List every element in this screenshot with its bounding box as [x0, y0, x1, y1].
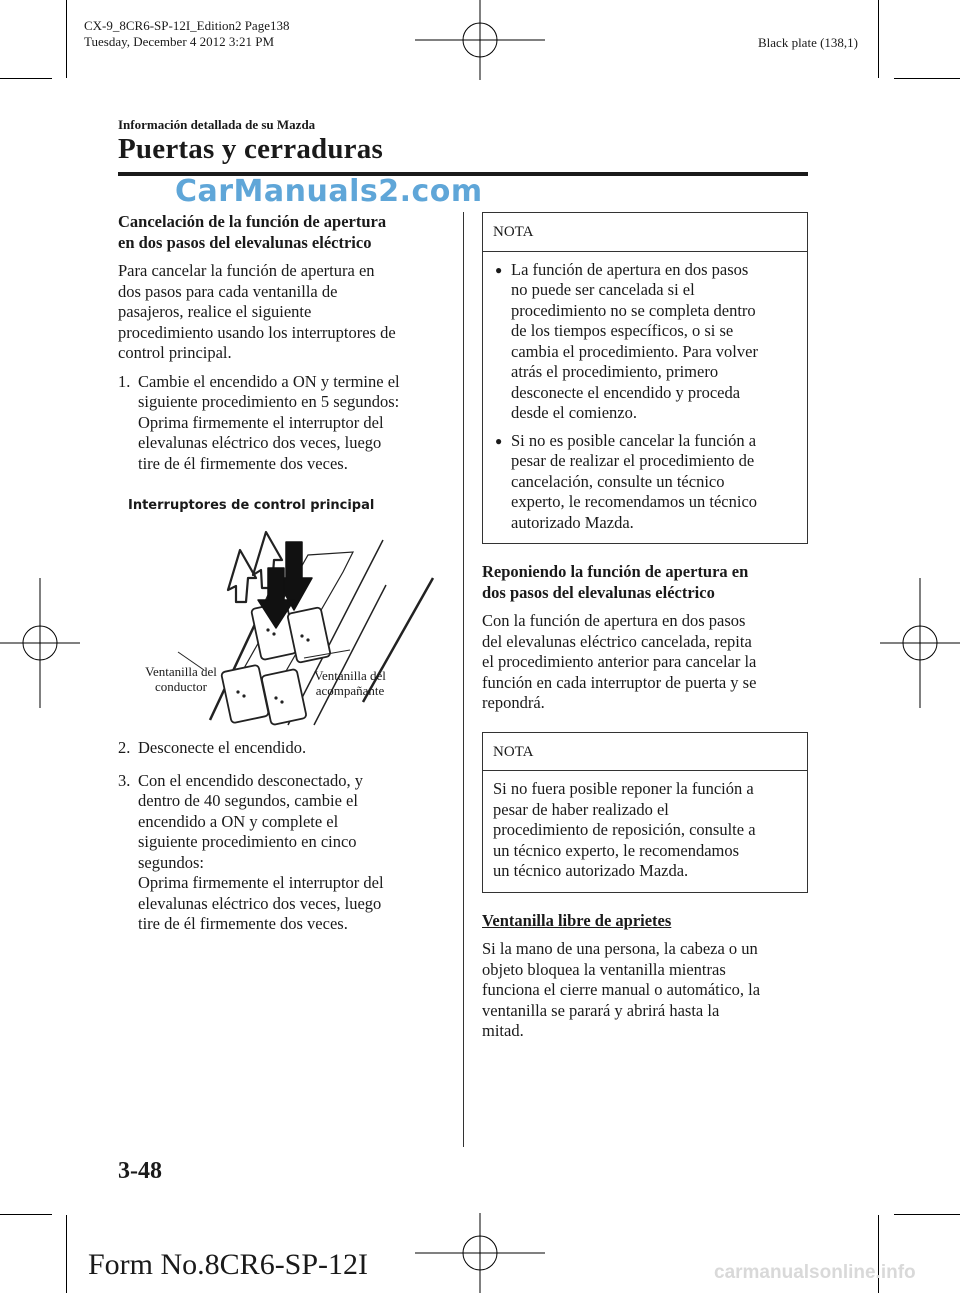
- crop-mark: [894, 1214, 960, 1215]
- note-box: NOTA Si no fuera posible reponer la función a pesar de haber realizado el procedimiento de reposición, consulte a un técnico experto, le recomendamos un técnico autorizado Mazda.: [482, 732, 808, 893]
- crop-mark: [894, 78, 960, 79]
- section-label: Información detallada de su Mazda: [118, 117, 316, 132]
- note-bullet: ● Si no es posible cancelar la función a pesar de realizar el procedimiento de cancelación, consulte un técnico experto, le recomendamos un técnico autorizado Mazda.: [495, 430, 758, 532]
- reset-text: Con la función de apertura en dos pasos del elevalunas eléctrico cancelada, repita el procedimiento anterior para cancelar la función en cada interruptor de puerta y se repondrá.: [482, 611, 757, 712]
- site-watermark: carmanualsonline.info: [714, 1262, 916, 1283]
- left-column-steps: [118, 730, 448, 935]
- registration-mark-icon: [415, 1213, 545, 1293]
- note-title: NOTA: [483, 733, 807, 772]
- left-column: [118, 212, 448, 474]
- step-2: 2. Desconecte el encendido.: [118, 738, 307, 757]
- figure-title: Interruptores de control principal: [128, 498, 375, 513]
- plate-label: Black plate (138,1): [758, 35, 858, 50]
- crop-mark: [0, 1214, 52, 1215]
- pinch-text: Si la mano de una persona, la cabeza o un objeto bloquea la ventanilla mientras funciona el cierre manual o automático, la ventanilla se parará y abrirá hasta la mitad.: [482, 939, 761, 1040]
- page-number: 3-48: [118, 1158, 162, 1184]
- passenger-window-label: Ventanilla del acompañante: [314, 668, 386, 698]
- registration-mark-icon: [0, 578, 80, 708]
- step-3: 3. Con el encendido desconectado, y dentro de 40 segundos, cambie el encendido a ON y complete el siguiente procedimiento en cinco segundos: Oprima firmemente el interruptor del elevalunas eléctrico dos veces, luego tire de él firmemente dos veces.: [118, 770, 384, 933]
- crop-mark: [66, 1215, 67, 1293]
- chapter-title: Puertas y cerraduras: [118, 133, 383, 165]
- pinch-heading: Ventanilla libre de aprietes: [482, 910, 672, 930]
- reset-heading: Reponiendo la función de apertura en dos pasos del elevalunas eléctrico: [482, 562, 749, 602]
- bullet-icon: ●: [495, 433, 503, 448]
- crop-mark: [66, 0, 67, 78]
- bullet-icon: ●: [495, 262, 503, 277]
- print-file-line: CX-9_8CR6-SP-12I_Edition2 Page138: [84, 18, 290, 33]
- registration-mark-icon: [415, 0, 545, 80]
- note-box: [482, 212, 808, 544]
- print-date-line: Tuesday, December 4 2012 3:21 PM: [84, 34, 275, 49]
- driver-window-label: Ventanilla del conductor: [145, 664, 217, 694]
- watermark-logo: CarManuals2.com: [175, 174, 483, 209]
- form-number: Form No.8CR6-SP-12I: [88, 1248, 369, 1281]
- step-1: 1. Cambie el encendido a ON y termine el siguiente procedimiento en 5 segundos: Oprima firmemente el interruptor del elevalunas eléctrico dos veces, luego tire de él firmemente dos veces.: [118, 371, 400, 473]
- note-bullet: ● La función de apertura en dos pasos no puede ser cancelada si el procedimiento no se completa dentro de los tiempos específicos, o si se cambia el procedimiento. Para volver atrás el procedimiento, primero desconecte el encendido y proceda desde el comienzo.: [495, 259, 758, 422]
- note-title: NOTA: [483, 213, 807, 252]
- window-switch-illustration: [118, 520, 448, 730]
- crop-mark: [878, 0, 879, 78]
- right-column: [482, 212, 808, 1042]
- column-divider: [463, 212, 464, 1147]
- registration-mark-icon: [880, 578, 960, 708]
- cancel-heading: Cancelación de la función de apertura en dos pasos del elevalunas eléctrico: [118, 212, 387, 252]
- crop-mark: [0, 78, 52, 79]
- cancel-intro: Para cancelar la función de apertura en dos pasos para cada ventanilla de pasajeros, realice el siguiente procedimiento usando los interruptores de control principal.: [118, 261, 396, 362]
